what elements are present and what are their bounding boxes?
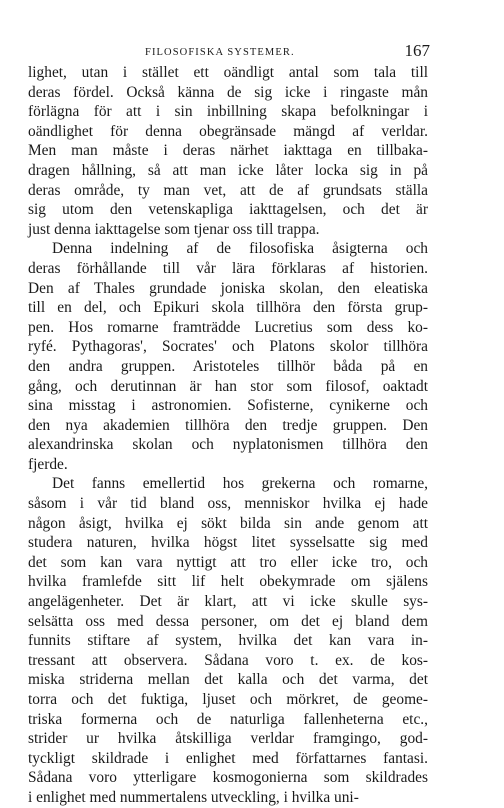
body-text <box>28 63 428 808</box>
text-line: deras förhållande till vår lära förklaras af historien. <box>28 259 428 277</box>
paragraph <box>28 63 428 239</box>
text-line: alexandrinska skolan och nyplatonismen tillhöra den <box>28 436 428 454</box>
text-line: deras fördel. Också känna de sig icke i ringaste mån <box>28 83 428 101</box>
text-line: tyckligt skildrade i enlighet med författarnes fantasi. <box>28 749 428 767</box>
text-line: Det fanns emellertid hos grekerna och romarne, <box>52 475 428 493</box>
text-line: den andra gruppen. Aristoteles tillhör båda på en <box>28 357 428 375</box>
running-title: FILOSOFISKA SYSTEMER. <box>145 47 295 58</box>
text-line: hvilka framlefde sitt lif helt obekymrade om själens <box>28 573 428 591</box>
text-line: Den af Thales grundade joniska skolan, den eleatiska <box>28 279 428 297</box>
text-line: ryfé. Pythagoras', Socrates' och Platons skolor tillhöra <box>28 338 428 356</box>
text-line: i enlighet med nummertalens utveckling, i hvilka uni- <box>28 788 359 806</box>
text-line: strider ur hvilka åtskilliga verldar framgingo, god- <box>28 730 428 748</box>
text-line: fjerde. <box>28 455 68 473</box>
text-line: Sådana voro ytterligare kosmogonierna som skildrades <box>28 769 428 787</box>
text-line: det som kan vara nyttigt att tro eller icke tro, och <box>28 553 428 571</box>
text-line: gång, och derutinnan är han stor som filosof, oaktadt <box>28 377 428 395</box>
text-line: Men man måste i deras närhet iakttaga en tillbaka- <box>28 142 428 160</box>
text-line: selsätta oss med dessa personer, om det ej bland dem <box>28 612 428 630</box>
text-line: förlägna för att i sin inbillning skapa befolkningar i <box>28 103 428 121</box>
text-line: miska striderna mellan det kalla och det varma, det <box>28 671 428 689</box>
text-line: triska formerna och de naturliga fallenheterna etc., <box>28 710 428 728</box>
text-line: deras område, ty man vet, att de af grundsats ställa <box>28 181 428 199</box>
text-line: Denna indelning af de filosofiska åsigterna och <box>52 240 428 258</box>
text-line: angelägenheter. Det är klart, att vi icke skulle sys- <box>28 593 428 611</box>
running-head <box>28 34 428 60</box>
text-line: dragen hållning, så att man icke låter locka sig in på <box>28 161 428 179</box>
text-line: sig utom den vetenskapliga iakttagelsen, och det är <box>28 201 428 219</box>
book-page <box>28 34 428 808</box>
paragraph <box>28 474 428 807</box>
text-line: såsom i vår tid bland oss, menniskor hvilka ej hade <box>28 495 428 513</box>
page-number: 167 <box>404 41 430 60</box>
text-line: torra och det fuktiga, ljuset och mörkret, de geome- <box>28 691 428 708</box>
text-line: någon åsigt, hvilka ej sökt bilda sin ande genom att <box>28 514 428 532</box>
text-line: oändlighet för denna obegränsade mängd af verldar. <box>28 122 428 140</box>
text-line: sina misstag i astronomien. Sofisterne, cynikerne och <box>28 397 428 415</box>
text-line: pen. Hos romarne framträdde Lucretius som dess ko- <box>28 318 428 336</box>
text-line: tressant att observera. Sådana voro t. ex. de kos- <box>28 651 428 669</box>
text-line: den nya akademien tillhöra den tredje gruppen. Den <box>28 416 428 434</box>
paragraph <box>28 239 428 474</box>
text-line: lighet, utan i stället ett oändligt antal som tala till <box>28 64 428 81</box>
text-line: studera naturen, hvilka högst litet sysselsatte sig med <box>28 534 428 552</box>
text-line: till en del, och Epikuri skola tillhöra den första grup- <box>28 299 428 317</box>
text-line: just denna iakttagelse som tjenar oss till trappa. <box>28 220 320 238</box>
text-line: funnits stiftare af system, hvilka det kan vara in- <box>28 632 428 650</box>
